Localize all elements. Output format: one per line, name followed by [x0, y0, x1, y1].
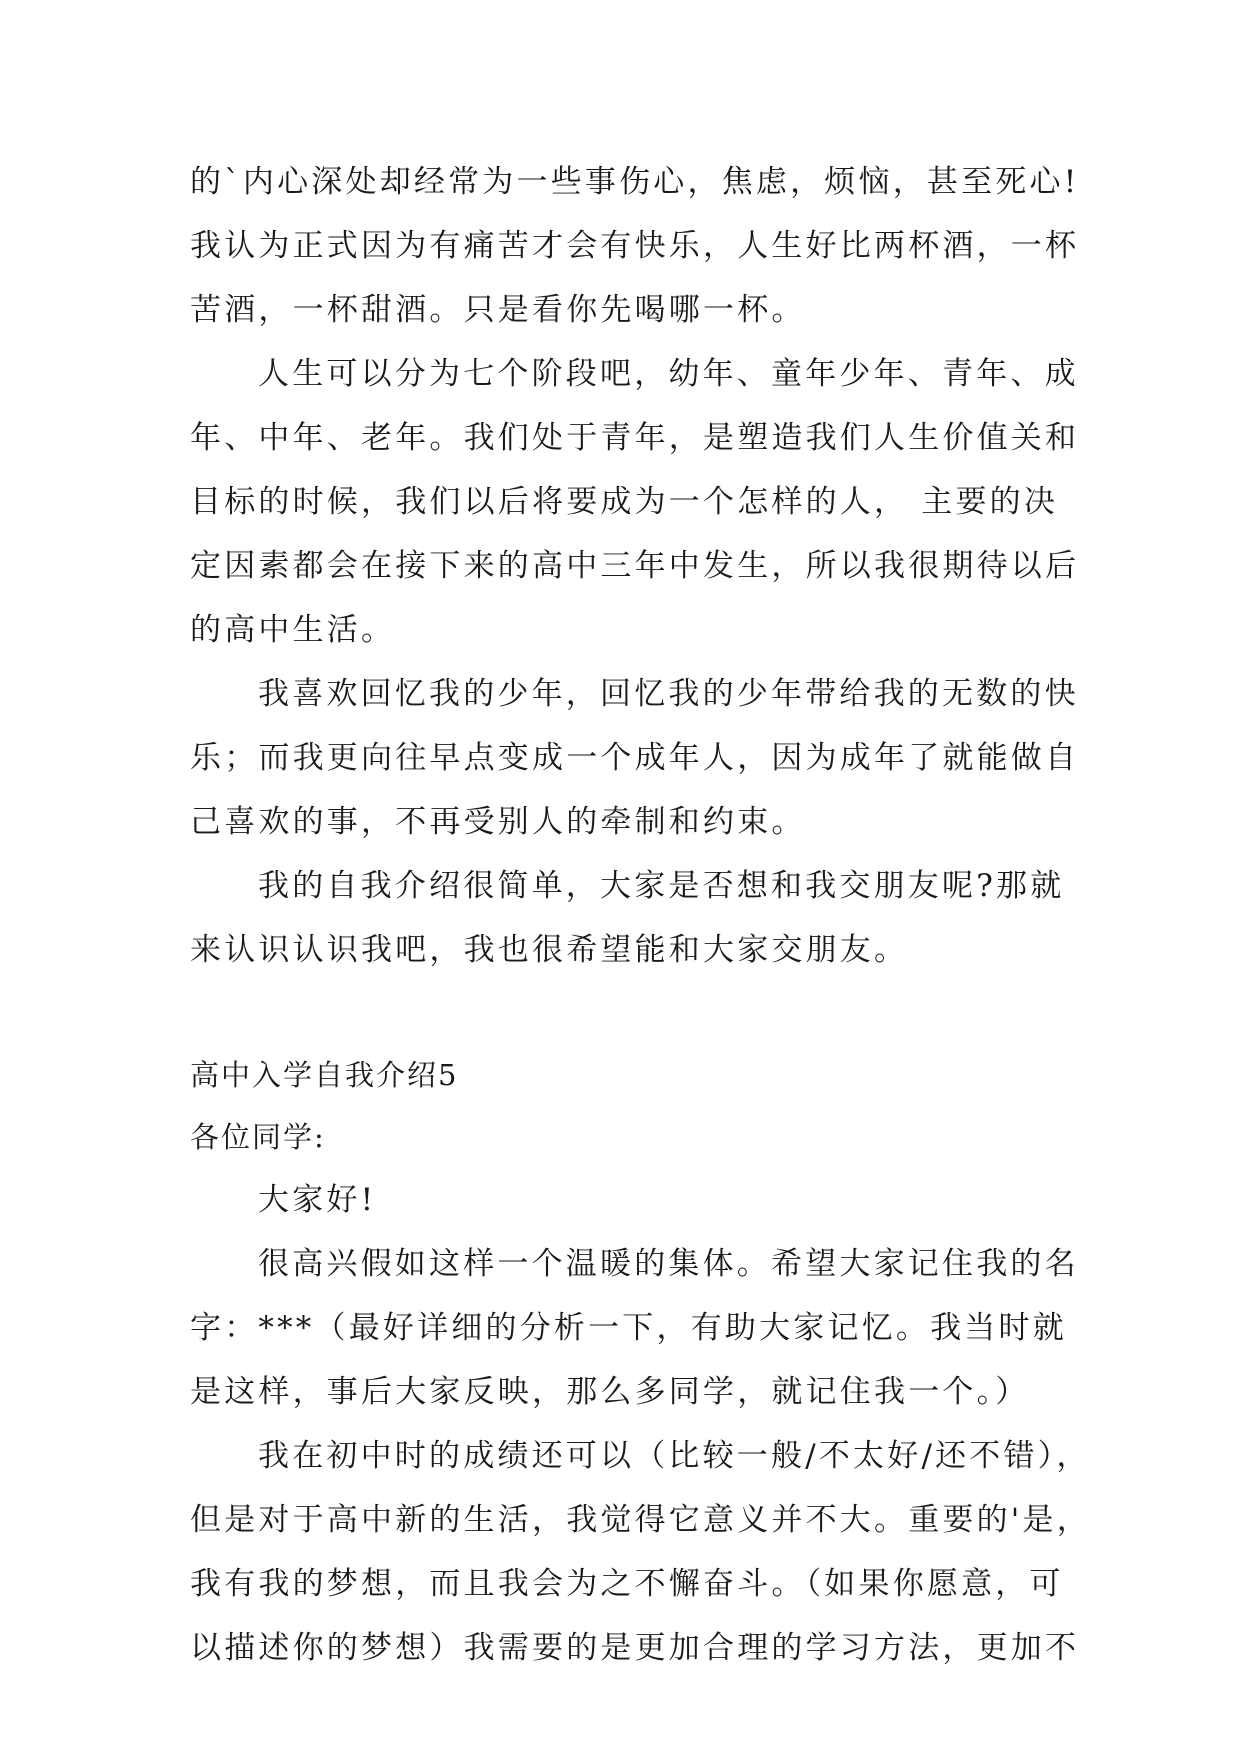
paragraph-grades [190, 1424, 1091, 1680]
text-line: 我在初中时的成绩还可以（比较一般/不太好/还不错）， [258, 1438, 1091, 1474]
text-line: 目标的时候，我们以后将要成为一个怎样的人， 主要的决 [190, 484, 1059, 520]
text-line: 是这样，事后大家反映，那么多同学，就记住我一个。） [190, 1374, 1030, 1410]
text-line: 乐；而我更向往早点变成一个成年人，因为成年了就能做自 [190, 740, 1080, 776]
section-title: 高中入学自我介绍5 [190, 1058, 459, 1092]
paragraph-memories [190, 662, 1080, 854]
salutation: 各位同学: [190, 1120, 326, 1154]
text-line: 定因素都会在接下来的高中三年中发生，所以我很期待以后 [190, 548, 1080, 584]
text-line: 的`内心深处却经常为一些事伤心，焦虑，烦恼，甚至死心! [190, 164, 1080, 200]
text-line: 来认识认识我吧，我也很希望能和大家交朋友。 [190, 932, 909, 968]
greeting [190, 1168, 1060, 1232]
paragraph-closing [190, 854, 1065, 982]
text-line: 的高中生活。 [190, 612, 396, 648]
document-page [190, 150, 1091, 1680]
paragraph-life-stages [190, 342, 1080, 662]
text-line: 己喜欢的事，不再受别人的牵制和约束。 [190, 804, 806, 840]
text-line: 我喜欢回忆我的少年，回忆我的少年带给我的无数的快 [258, 676, 1079, 712]
text-line: 我的自我介绍很简单，大家是否想和我交朋友呢?那就 [258, 868, 1065, 904]
text-line: 很高兴假如这样一个温暖的集体。希望大家记住我的名 [258, 1246, 1079, 1282]
text-line: 字：***（最好详细的分析一下，有助大家记忆。我当时就 [190, 1310, 1067, 1346]
text-line: 我认为正式因为有痛苦才会有快乐，人生好比两杯酒，一杯 [190, 228, 1080, 264]
text-line: 人生可以分为七个阶段吧，幼年、童年少年、青年、成 [258, 356, 1079, 392]
text-line: 我有我的梦想，而且我会为之不懈奋斗。（如果你愿意，可 [190, 1566, 1064, 1602]
section-gap [190, 982, 1060, 1044]
text-line: 以描述你的梦想）我需要的是更加合理的学习方法，更加不 [190, 1630, 1080, 1666]
paragraph-introduction [190, 1232, 1079, 1424]
paragraph-continuation [190, 150, 1080, 342]
text-line: 但是对于高中新的生活，我觉得它意义并不大。重要的'是， [190, 1502, 1091, 1538]
text-line: 年、中年、老年。我们处于青年，是塑造我们人生价值关和 [190, 420, 1080, 456]
text-line: 苦酒，一杯甜酒。只是看你先喝哪一杯。 [190, 292, 806, 328]
text-line: 大家好! [258, 1182, 377, 1218]
